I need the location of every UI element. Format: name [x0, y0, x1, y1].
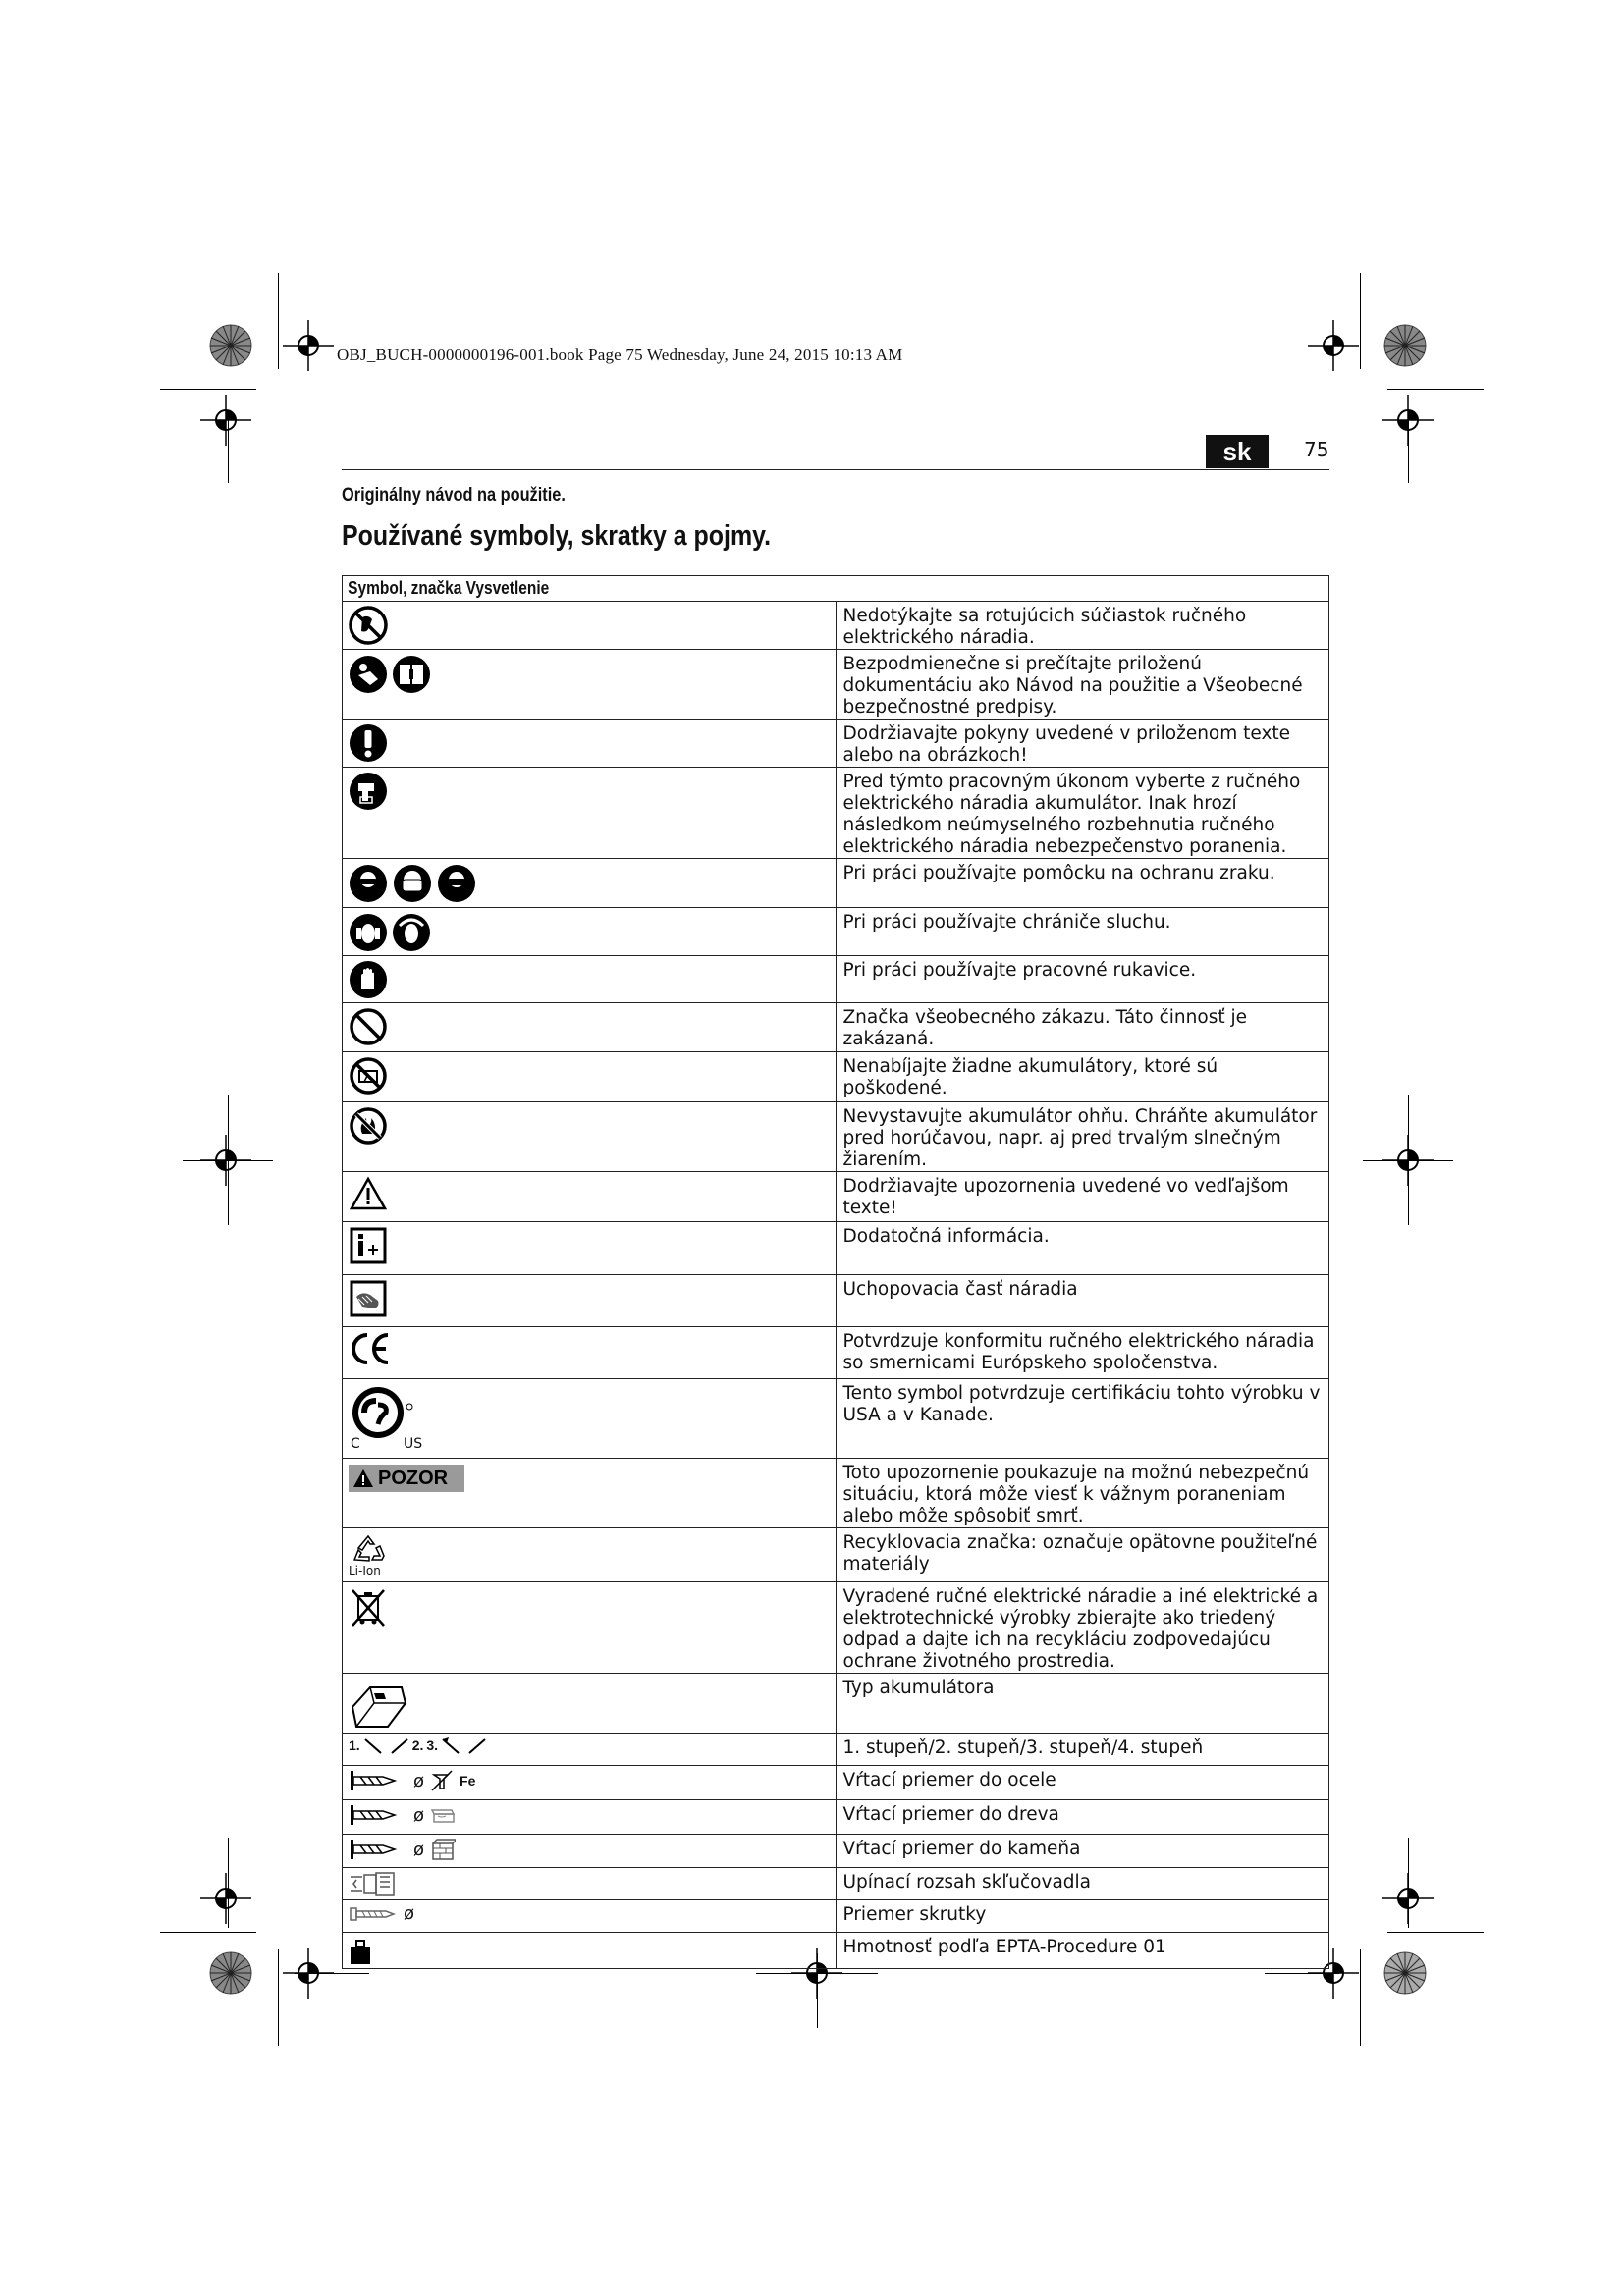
- row-text: Pri práci používajte chrániče sluchu.: [836, 908, 1329, 956]
- diameter-symbol: ø: [413, 1804, 425, 1826]
- table-row: [343, 1172, 1329, 1222]
- table-row: [343, 908, 1329, 956]
- pozor-text: POZOR: [378, 1467, 449, 1489]
- table-row: [343, 1379, 1329, 1459]
- page-number: 75: [1304, 438, 1329, 461]
- table-row: [343, 859, 1329, 908]
- table-row: [343, 1674, 1329, 1734]
- eye-protection-icon: [349, 863, 476, 904]
- table-row: [343, 1835, 1329, 1868]
- table-row: [343, 768, 1329, 859]
- chuck-range-icon: [349, 1871, 398, 1896]
- row-text: Pri práci používajte pomôcku na ochranu zraku.: [836, 859, 1329, 908]
- fe-label: Fe: [460, 1773, 476, 1789]
- row-text: Tento symbol potvrdzuje certifikáciu tohto výrobku v USA a v Kanade.: [836, 1379, 1329, 1459]
- drill-stone-icon: [343, 1835, 836, 1861]
- row-text: Bezpodmienečne si prečítajte priloženú dokumentáciu ako Návod na použitie a Všeobecné bezpečnostné predpisy.: [836, 650, 1329, 720]
- radial-target-icon: [209, 1951, 252, 1995]
- li-ion-label: Li-Ion: [349, 1564, 381, 1577]
- crosshair-icon: [283, 320, 334, 371]
- crosshair-icon: [200, 395, 251, 446]
- row-text: Uchopovacia časť náradia: [836, 1275, 1329, 1327]
- remove-battery-icon: [349, 772, 388, 811]
- table-row: [343, 1800, 1329, 1835]
- battery-type-icon: [349, 1678, 409, 1733]
- csa-c-label: C: [351, 1436, 360, 1452]
- row-text: Typ akumulátora: [836, 1674, 1329, 1734]
- row-text: 1. stupeň/2. stupeň/3. stupeň/4. stupeň: [836, 1734, 1329, 1766]
- table-row: [343, 1102, 1329, 1172]
- screw-diameter-icon: [343, 1900, 836, 1924]
- gear-stages-icon: [343, 1734, 836, 1755]
- row-text: Pri práci používajte pracovné rukavice.: [836, 956, 1329, 1003]
- table-row: [343, 1766, 1329, 1800]
- row-text: Potvrdzuje konformitu ručného elektrického náradia so smernicami Európskeho spoločenstva.: [836, 1327, 1329, 1379]
- table-header-row: [343, 576, 1329, 602]
- symbols-table: [342, 575, 1329, 1969]
- row-text: Vŕtací priemer do dreva: [836, 1800, 1329, 1835]
- row-text: Hmotnosť podľa EPTA-Procedure 01: [836, 1933, 1329, 1969]
- crosshair-icon: [1308, 320, 1359, 371]
- pozor-label-icon: [349, 1465, 464, 1492]
- row-text: Recyklovacia značka: označuje opätovne použiteľné materiály: [836, 1528, 1329, 1582]
- table-row: [343, 1734, 1329, 1766]
- row-text: Dodržiavajte upozornenia uvedené vo vedľajšom texte!: [836, 1172, 1329, 1222]
- no-damaged-battery-icon: [349, 1056, 388, 1095]
- recycle-li-ion-icon: [349, 1532, 388, 1568]
- crosshair-icon: [200, 1873, 251, 1924]
- row-text: Pred týmto pracovným úkonom vyberte z ručného elektrického náradia akumulátor. Inak hrozí následkom neúmyselného rozbehnutia ručného elektrického náradia nebezpečenstvo poranenia.: [836, 768, 1329, 859]
- row-text: Nevystavujte akumulátor ohňu. Chráňte akumulátor pred horúčavou, napr. aj pred trvalým slnečným žiarením.: [836, 1102, 1329, 1172]
- table-row: [343, 602, 1329, 650]
- ear-protection-icon: [349, 912, 433, 953]
- table-row: [343, 1003, 1329, 1052]
- diameter-symbol: ø: [413, 1770, 425, 1791]
- drill-wood-icon: [343, 1800, 836, 1827]
- info-icon: [349, 1226, 388, 1265]
- stage-2-label: 2.: [411, 1737, 424, 1753]
- row-text: Dodržiavajte pokyny uvedené v priloženom texte alebo na obrázkoch!: [836, 720, 1329, 768]
- gloves-icon: [349, 960, 388, 999]
- table-row: [343, 1222, 1329, 1275]
- table-header: Symbol, značka Vysvetlenie: [348, 578, 550, 598]
- radial-target-icon: [1383, 324, 1427, 367]
- page-title: Používané symboly, skratky a pojmy.: [342, 520, 772, 552]
- book-header-line: OBJ_BUCH-0000000196-001.book Page 75 Wednesday, June 24, 2015 10:13 AM: [337, 346, 903, 364]
- stage-1-label: 1.: [349, 1737, 360, 1753]
- table-row: [343, 1868, 1329, 1900]
- drill-steel-icon: [343, 1766, 836, 1792]
- weee-bin-icon: [349, 1586, 388, 1629]
- diameter-symbol: ø: [404, 1903, 415, 1924]
- no-fire-icon: [349, 1106, 388, 1146]
- no-touch-rotating-icon: [349, 606, 388, 645]
- csa-us-label: US: [404, 1436, 423, 1452]
- table-row: [343, 720, 1329, 768]
- exclamation-icon: [349, 723, 388, 763]
- prohibition-icon: [349, 1007, 388, 1046]
- language-badge: sk: [1206, 435, 1269, 468]
- row-text: Vyradené ručné elektrické náradie a iné elektrické a elektrotechnické výrobky zbierajte ako triedený odpad a dajte ich na recykláciu zodpovedajúcu ochrane životného prostredia.: [836, 1582, 1329, 1674]
- row-text: Upínací rozsah skľučovadla: [836, 1868, 1329, 1900]
- row-text: Priemer skrutky: [836, 1900, 1329, 1933]
- row-text: Značka všeobecného zákazu. Táto činnosť je zakázaná.: [836, 1003, 1329, 1052]
- table-row: [343, 1275, 1329, 1327]
- radial-target-icon: [209, 324, 252, 367]
- table-row: [343, 1528, 1329, 1582]
- radial-target-icon: [1383, 1951, 1427, 1995]
- table-row: [343, 650, 1329, 720]
- row-text: Nenabíjajte žiadne akumulátory, ktoré sú poškodené.: [836, 1052, 1329, 1102]
- ce-mark-icon: [349, 1331, 394, 1366]
- table-row: [343, 1052, 1329, 1102]
- table-row: [343, 1933, 1329, 1969]
- table-row: [343, 956, 1329, 1003]
- row-text: Vŕtací priemer do kameňa: [836, 1835, 1329, 1868]
- header-rule: [342, 469, 1329, 470]
- subtitle: Originálny návod na použitie.: [342, 485, 566, 506]
- read-manual-icon: [349, 654, 433, 695]
- table-row: [343, 1900, 1329, 1933]
- table-row: [343, 1459, 1329, 1528]
- row-text: Vŕtací priemer do ocele: [836, 1766, 1329, 1800]
- row-text: Dodatočná informácia.: [836, 1222, 1329, 1275]
- table-row: [343, 1327, 1329, 1379]
- grip-surface-icon: [349, 1279, 388, 1318]
- diameter-symbol: ø: [413, 1839, 425, 1860]
- warning-triangle-icon: [349, 1176, 388, 1211]
- row-text: Toto upozornenie poukazuje na možnú nebezpečnú situáciu, ktorá môže viesť k vážnym poraneniam alebo môže spôsobiť smrť.: [836, 1459, 1329, 1528]
- row-text: Nedotýkajte sa rotujúcich súčiastok ručného elektrického náradia.: [836, 602, 1329, 650]
- weight-icon: [349, 1939, 372, 1966]
- table-row: [343, 1582, 1329, 1674]
- stage-3-label: 3.: [426, 1737, 439, 1753]
